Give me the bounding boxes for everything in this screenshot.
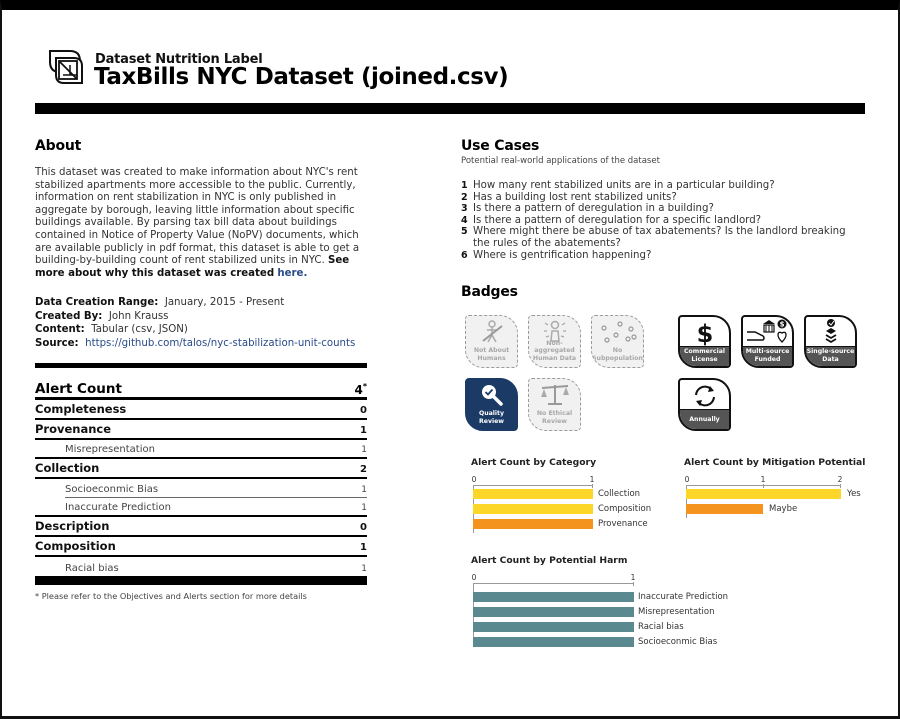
range-label: Data Creation Range: [35, 297, 159, 308]
alert-row-value: 1 [360, 542, 367, 553]
dollar-icon [695, 320, 715, 346]
use-case-item [461, 203, 861, 215]
alert-row [35, 420, 367, 440]
badge-non-aggregated-human-data [528, 315, 581, 368]
badge-label: Commercial [683, 348, 726, 355]
use-case-item [461, 192, 861, 204]
tick-mark [763, 484, 764, 488]
x-tick: 1 [630, 573, 636, 582]
alert-row-label: Misrepresentation [65, 444, 155, 455]
bar-label: Maybe [769, 504, 798, 514]
alert-subrow [65, 479, 367, 498]
chart-mitigation [686, 475, 876, 525]
created-by-value: John Krauss [108, 310, 169, 322]
source-link[interactable]: https://github.com/talos/nyc-stabilization-unit-counts [85, 337, 356, 349]
use-case-text: Where is gentrification happening? [473, 249, 652, 261]
use-case-text: Is there a pattern of deregulation in a building? [473, 203, 714, 215]
refresh-cycle-icon [692, 383, 718, 409]
bar-racial-bias [473, 622, 634, 632]
alert-row-value: 1 [361, 503, 367, 513]
badge-commercial-license [678, 315, 731, 368]
scales-icon [538, 382, 572, 408]
use-case-text: Is there a pattern of deregulation for a specific landlord? [473, 214, 762, 226]
use-case-number: 3 [461, 203, 468, 215]
bar-collection [473, 489, 593, 499]
alert-row-label: Collection [35, 461, 100, 475]
alert-footnote: * Please refer to the Objectives and Alerts section for more details [35, 591, 307, 601]
x-tick: 0 [471, 475, 477, 484]
alert-subrow [35, 498, 367, 517]
use-case-item [461, 215, 861, 227]
badge-label: Funded [754, 355, 781, 363]
badge-no-ethical-review [528, 378, 581, 431]
x-tick: 1 [589, 475, 595, 484]
see-more-text: See more about why this dataset was created [35, 255, 350, 279]
badge-label: Review [478, 417, 505, 425]
alert-row-value: 1 [360, 425, 367, 436]
alert-row-value: 0 [360, 522, 367, 533]
scattered-dots-icon [598, 320, 638, 344]
use-case-number: 6 [461, 249, 468, 261]
alert-row-value: 1 [361, 485, 367, 495]
use-cases-heading: Use Cases [461, 138, 540, 154]
badge-no-subpopulation [591, 315, 644, 368]
bar-composition [473, 504, 593, 514]
alert-count-table [35, 363, 367, 585]
alert-row-value: 1 [361, 445, 367, 455]
badge-multi-source-funded [741, 315, 794, 368]
alert-row-value: 0 [360, 405, 367, 416]
alert-row [35, 537, 367, 557]
source-label: Source: [35, 337, 79, 349]
table-bottom-bar [35, 576, 367, 585]
page-supertitle: Dataset Nutrition Label [95, 52, 263, 67]
badge-label: Non-aggregated [534, 339, 575, 354]
alert-subrow [35, 557, 367, 576]
bar-inaccurate-prediction [473, 592, 634, 602]
use-case-text: Where might there be abuse of tax abatements? Is the landlord breaking the rules of the abatements? [473, 226, 846, 249]
about-text [35, 167, 365, 280]
alert-row [35, 459, 367, 479]
x-tick: 0 [471, 573, 477, 582]
badge-label: Single-source [806, 348, 855, 355]
badge-label: Data [822, 355, 839, 363]
header-divider [35, 103, 865, 114]
alert-row-label: Socioeconmic Bias [65, 484, 159, 495]
badge-label: Humans [477, 354, 506, 362]
x-axis [473, 583, 634, 584]
use-case-number: 1 [461, 180, 468, 191]
bar-provenance [473, 519, 593, 529]
magnifier-check-icon [478, 382, 506, 410]
alert-count-header [35, 377, 367, 400]
badge-label: Subpopulation [592, 354, 643, 362]
not-about-humans-icon [479, 319, 505, 345]
chart-title-harm: Alert Count by Potential Harm [471, 555, 628, 566]
dataset-metadata [35, 296, 355, 350]
alert-count-marker: * [362, 382, 367, 391]
svg-text:$: $ [696, 320, 713, 346]
use-case-item [461, 250, 861, 262]
bar-label: Yes [847, 489, 861, 499]
use-case-text: Has a building lost rent stabilized units? [473, 191, 677, 203]
badge-label: License [691, 355, 718, 363]
use-cases-subtitle: Potential real-world applications of the dataset [461, 156, 660, 166]
about-heading: About [35, 138, 82, 154]
alert-row [35, 517, 367, 537]
chart-harm [473, 573, 753, 653]
funding-hand-icon [745, 318, 791, 346]
use-case-text: How many rent stabilized units are in a particular building? [473, 180, 775, 191]
bar-label: Racial bias [638, 622, 684, 632]
bar-maybe [686, 504, 763, 514]
bar-misrepresentation [473, 607, 634, 617]
page-title: TaxBills NYC Dataset (joined.csv) [94, 64, 509, 90]
badges-heading: Badges [461, 284, 518, 300]
tick-mark [592, 484, 593, 488]
badge-annually [678, 378, 731, 431]
chart-title-mitigation: Alert Count by Mitigation Potential [684, 457, 866, 468]
use-case-item [461, 180, 861, 192]
use-case-number: 5 [461, 226, 468, 238]
alert-row-label: Completeness [35, 402, 127, 416]
x-axis [473, 485, 593, 486]
alert-count-total: 4 [354, 383, 363, 397]
alert-row-value: 1 [361, 564, 367, 574]
x-tick: 0 [684, 475, 690, 484]
alert-row-label: Racial bias [65, 563, 119, 574]
alert-row-label: Description [35, 519, 110, 533]
bar-socioeconomic-bias [473, 637, 634, 647]
alert-row-value: 2 [360, 464, 367, 475]
chart-title-category: Alert Count by Category [471, 457, 597, 468]
about-body: This dataset was created to make information about NYC's rent stabilized apartments more accessible to the public. Currently, information on rent stabilization in NYC is only published in aggregate by borough, leaving little information about specific buildings available. By parsing tax bill data about buildings contained in Notice of Property Value (NoPV) documents, which are available publicly in pdf format, this dataset is able to get a building-by-building count of rent stabilized units in NYC. [35, 167, 360, 267]
badge-label: No Ethical [536, 410, 573, 417]
badge-label: Not About [473, 347, 510, 354]
badge-label: No [612, 347, 623, 354]
use-case-item [461, 226, 861, 249]
badge-label: Quality [478, 410, 505, 417]
alert-count-label: Alert Count [35, 381, 122, 397]
stacked-layers-icon [823, 318, 839, 346]
badge-not-about-humans [465, 315, 518, 368]
content-value: Tabular (csv, JSON) [91, 324, 188, 335]
bar-label: Collection [598, 489, 641, 499]
x-tick: 2 [837, 475, 843, 484]
badge-label: Human Data [532, 354, 577, 362]
badge-label: Annually [689, 415, 720, 423]
range-value: January, 2015 - Present [164, 297, 285, 308]
bar-label: Misrepresentation [638, 607, 715, 617]
badge-label: Multi-source [745, 348, 790, 355]
bar-label: Inaccurate Prediction [638, 592, 729, 602]
use-case-number: 4 [461, 214, 468, 226]
content-label: Content: [35, 324, 85, 335]
badge-single-source-data [804, 315, 857, 368]
use-cases-list [461, 180, 861, 261]
alert-row [35, 400, 367, 420]
badge-quality-review [465, 378, 518, 431]
alert-row-label: Composition [35, 539, 116, 553]
svg-text:$: $ [779, 320, 784, 329]
chart-category [473, 475, 673, 540]
table-top-bar [35, 363, 367, 368]
tick-mark [840, 484, 841, 488]
created-by-label: Created By: [35, 310, 103, 322]
x-tick: 1 [760, 475, 766, 484]
see-more-link[interactable]: here. [277, 267, 308, 279]
alert-subrow [35, 440, 367, 459]
bar-label: Provenance [598, 519, 648, 529]
alert-row-label: Provenance [35, 422, 112, 436]
tick-mark [633, 582, 634, 586]
bar-label: Composition [598, 504, 652, 514]
use-case-number: 2 [461, 191, 468, 203]
badge-label: Review [541, 417, 568, 425]
bar-label: Socioeconmic Bias [638, 637, 718, 647]
dataset-nutrition-label-logo-icon [46, 48, 84, 86]
alert-row-label: Inaccurate Prediction [65, 502, 171, 513]
bar-yes [686, 489, 841, 499]
